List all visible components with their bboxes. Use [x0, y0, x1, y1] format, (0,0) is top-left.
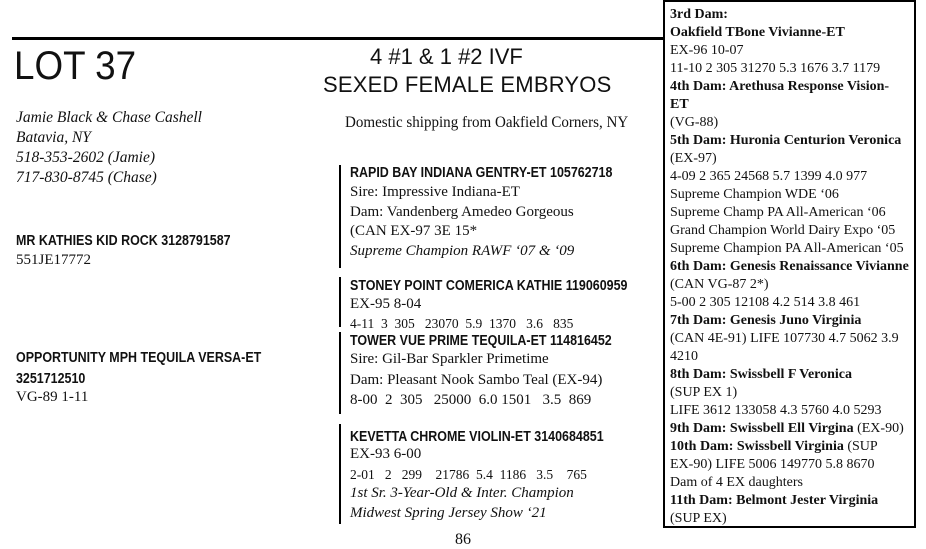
pedigree-line: LIFE 3612 133058 4.3 5760 4.0 5293: [670, 403, 882, 418]
owner-phone-chase: 717-830-8745 (Chase): [16, 169, 157, 186]
pedigree-line: (SUP EX): [670, 511, 727, 526]
owner-phone-jamie: 518-353-2602 (Jamie): [16, 149, 156, 166]
pedigree-line: 3rd Dam:: [670, 7, 728, 22]
sire-tequila-versa-class: VG-89 1-11: [16, 389, 89, 405]
pedigree-line: 6th Dam: Genesis Renaissance Vivianne: [670, 259, 909, 274]
dam-kathie-class: EX-95 8-04: [350, 296, 422, 312]
dam-violin-record: 2-01 2 299 21786 5.4 1186 3.5 765: [350, 467, 587, 482]
embryo-count: 4 #1 & 1 #2 IVF: [370, 44, 523, 69]
pedigree-line: 5-00 2 305 12108 4.2 514 3.8 461: [670, 295, 861, 310]
pedigree-dam-name: 10th Dam: Swissbell Virginia: [670, 439, 844, 454]
dam-tequila-name: TOWER VUE PRIME TEQUILA-ET 114816452: [350, 333, 612, 349]
divider-bar: [339, 165, 341, 268]
pedigree-list: [670, 6, 910, 528]
pedigree-line: [670, 438, 910, 456]
pedigree-line: (CAN VG-87 2*): [670, 277, 769, 292]
pedigree-line: Supreme Champion PA All-American ‘05: [670, 241, 904, 256]
pedigree-line: Supreme Champ PA All-American ‘06: [670, 205, 886, 220]
embryo-type: SEXED FEMALE EMBRYOS: [323, 72, 612, 97]
pedigree-line: (SUP EX 1): [670, 385, 738, 400]
dam-tequila-dam: Dam: Pleasant Nook Sambo Teal (EX-94): [350, 372, 603, 388]
dam-tequila-sire: Sire: Gil-Bar Sparkler Primetime: [350, 351, 549, 367]
pedigree-line: EX-90) LIFE 5006 149770 5.8 8670: [670, 457, 875, 472]
pedigree-dam-name: 9th Dam: Swissbell Ell Virgina: [670, 421, 854, 436]
pedigree-line: 4th Dam: Arethusa Response Vision-: [670, 79, 890, 94]
divider-bar: [339, 424, 341, 524]
sire-tequila-versa-name: OPPORTUNITY MPH TEQUILA VERSA-ET: [16, 350, 262, 366]
pedigree-line: 11-10 2 305 31270 5.3 1676 3.7 1179: [670, 61, 881, 76]
pedigree-line: 4210: [670, 349, 698, 364]
dam-gentry-class: (CAN EX-97 3E 15*: [350, 223, 478, 239]
pedigree-line: ET: [670, 97, 689, 112]
dam-violin-award-2: Midwest Spring Jersey Show ‘21: [350, 505, 547, 521]
owner-block: [16, 108, 202, 188]
dam-violin-award-1: 1st Sr. 3-Year-Old & Inter. Champion: [350, 485, 574, 501]
dam-gentry-sire: Sire: Impressive Indiana-ET: [350, 184, 520, 200]
pedigree-line: Dam of 4 EX daughters: [670, 475, 803, 490]
sire-kid-rock-name: MR KATHIES KID ROCK 3128791587: [16, 233, 231, 249]
dam-tequila-record: 8-00 2 305 25000 6.0 1501 3.5 869: [350, 392, 592, 408]
divider-bar: [339, 277, 341, 327]
pedigree-line: 7th Dam: Genesis Juno Virginia: [670, 313, 862, 328]
pedigree-line: (VG-88): [670, 115, 719, 130]
pedigree-line: EX-96 10-07: [670, 43, 744, 58]
dam-gentry-award: Supreme Champion RAWF ‘07 & ‘09: [350, 243, 575, 259]
owner-names: Jamie Black & Chase Cashell: [16, 109, 202, 126]
dam-violin-name: KEVETTA CHROME VIOLIN-ET 3140684851: [350, 429, 604, 445]
pedigree-line: 5th Dam: Huronia Centurion Veronica: [670, 133, 902, 148]
sire-kid-rock-code: 551JE17772: [16, 252, 91, 268]
pedigree-line: Supreme Champion WDE ‘06: [670, 187, 839, 202]
pedigree-line: Oakfield TBone Vivianne-ET: [670, 25, 845, 40]
lot-title: LOT 37: [14, 44, 137, 88]
shipping-note: Domestic shipping from Oakfield Corners, NY: [345, 114, 629, 131]
divider-bar: [339, 332, 341, 414]
pedigree-box: [663, 0, 916, 528]
pedigree-line: (CAN 4E-91) LIFE 107730 4.7 5062 3.9: [670, 331, 899, 346]
pedigree-dam-detail: (EX-90): [853, 421, 904, 436]
pedigree-line: (EX-97): [670, 151, 717, 166]
pedigree-line: [670, 420, 910, 438]
pedigree-line: 4-09 2 365 24568 5.7 1399 4.0 977: [670, 169, 868, 184]
pedigree-line: 8th Dam: Swissbell F Veronica: [670, 367, 853, 382]
dam-kathie-name: STONEY POINT COMERICA KATHIE 119060959: [350, 278, 628, 294]
dam-gentry-dam: Dam: Vandenberg Amedeo Gorgeous: [350, 204, 574, 220]
pedigree-dam-detail: (SUP: [843, 439, 878, 454]
dam-gentry-name: RAPID BAY INDIANA GENTRY-ET 105762718: [350, 165, 613, 181]
owner-city: Batavia, NY: [16, 129, 91, 146]
pedigree-line: 11th Dam: Belmont Jester Virginia: [670, 493, 879, 508]
dam-violin-class: EX-93 6-00: [350, 446, 422, 462]
page-number: 86: [455, 531, 471, 548]
header-rule: [12, 37, 664, 40]
dam-kathie-record: 4-11 3 305 23070 5.9 1370 3.6 835: [350, 316, 574, 331]
sire-tequila-versa-number: 3251712510: [16, 371, 86, 387]
pedigree-line: Grand Champion World Dairy Expo ‘05: [670, 223, 896, 238]
